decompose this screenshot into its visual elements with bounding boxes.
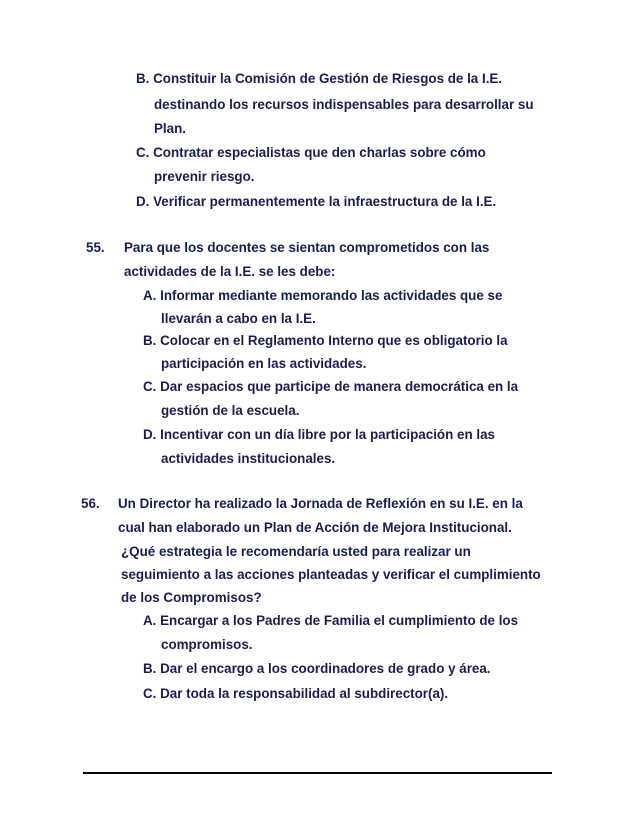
q55-option-d-line2: actividades institucionales. (161, 451, 336, 466)
q55-stem-line2: actividades de la I.E. se les debe: (124, 264, 336, 279)
q56-stem-line4: seguimiento a las acciones planteadas y verificar el cumplimiento (121, 567, 541, 582)
q55-option-b-line2: participación en las actividades. (161, 356, 367, 371)
q56-stem-line1: Un Director ha realizado la Jornada de Reflexión en su I.E. en la (118, 496, 523, 511)
q55-option-a-line1: A. Informar mediante memorando las actividades que se (143, 288, 503, 303)
q54-option-d-line1: D. Verificar permanentemente la infraestructura de la I.E. (136, 194, 497, 209)
q55-option-c-line1: C. Dar espacios que participe de manera democrática en la (143, 379, 519, 394)
q55-option-b-line1: B. Colocar en el Reglamento Interno que es obligatorio la (143, 333, 508, 348)
q56-option-b-line1: B. Dar el encargo a los coordinadores de grado y área. (143, 661, 491, 676)
footer-rule (83, 772, 552, 774)
q54-option-b-line1: B. Constituir la Comisión de Gestión de Riesgos de la I.E. (136, 71, 503, 86)
q56-option-a-line2: compromisos. (161, 637, 253, 652)
q54-option-c-line1: C. Contratar especialistas que den charlas sobre cómo (136, 145, 486, 160)
q55-number: 55. (86, 240, 105, 255)
q54-option-b-line2: destinando los recursos indispensables para desarrollar su (154, 97, 534, 112)
q56-number: 56. (81, 496, 100, 511)
q56-option-a-line1: A. Encargar a los Padres de Familia el cumplimiento de los (143, 613, 519, 628)
q56-stem-line2: cual han elaborado un Plan de Acción de Mejora Institucional. (118, 520, 512, 535)
q55-option-d-line1: D. Incentivar con un día libre por la participación en las (143, 427, 495, 442)
q54-option-b-line3: Plan. (154, 121, 186, 136)
q56-option-c-line1: C. Dar toda la responsabilidad al subdirector(a). (143, 686, 449, 701)
q56-stem-line3: ¿Qué estrategia le recomendaría usted para realizar un (121, 544, 471, 559)
q54-option-c-line2: prevenir riesgo. (154, 169, 255, 184)
q55-option-c-line2: gestión de la escuela. (161, 403, 300, 418)
q55-stem-line1: Para que los docentes se sientan comprometidos con las (124, 240, 490, 255)
q55-option-a-line2: llevarán a cabo en la I.E. (161, 311, 316, 326)
q56-stem-line5: de los Compromisos? (121, 590, 262, 605)
